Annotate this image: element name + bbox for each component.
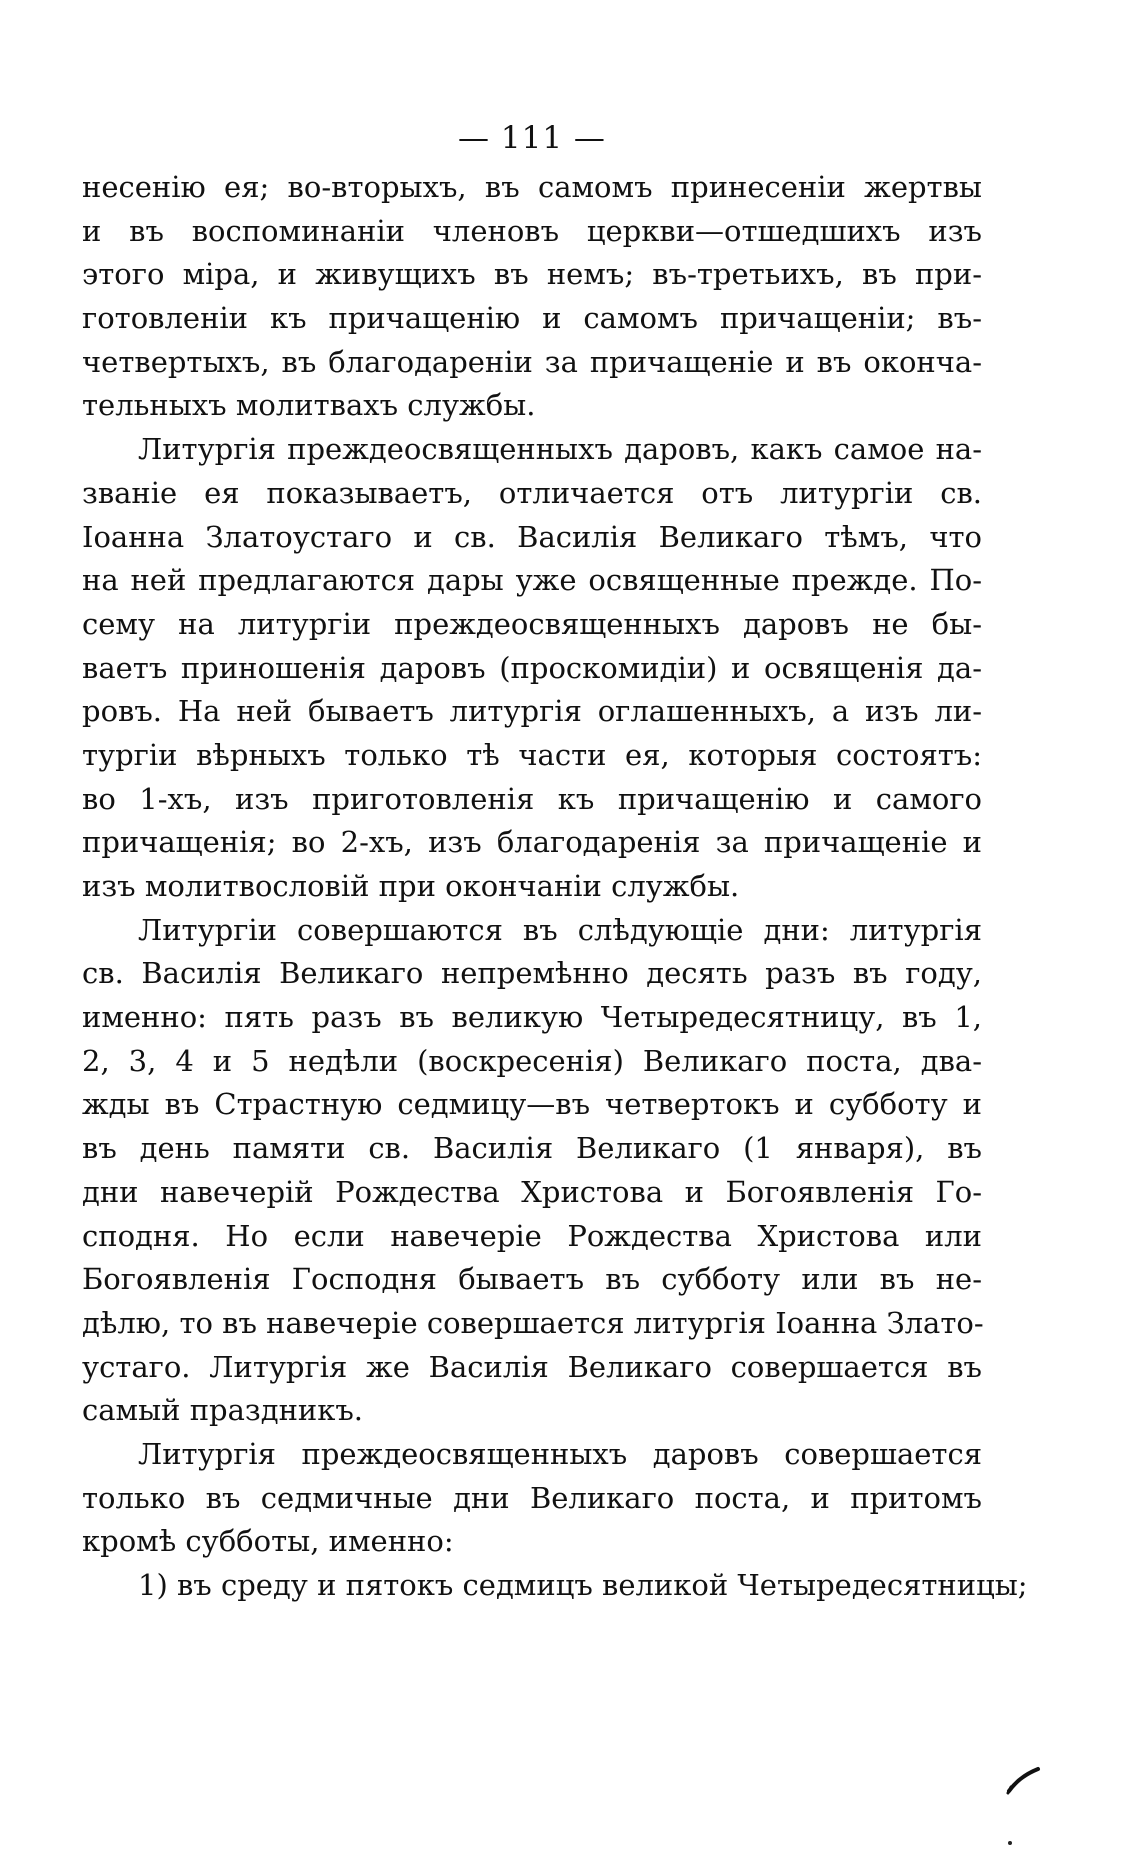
text-line: Іоанна Златоустаго и св. Василія Великаго тѣмъ, что (82, 519, 982, 554)
book-page (82, 118, 1028, 1608)
text-line: св. Василія Великаго непремѣнно десять разъ въ году, (82, 956, 982, 991)
text-line: кромѣ субботы, именно: (82, 1524, 454, 1559)
text-line: этого міра, и живущихъ въ немъ; въ-третьихъ, въ при- (82, 257, 982, 292)
paragraph (82, 909, 982, 1433)
text-line: самый праздникъ. (82, 1393, 364, 1428)
text-line: готовленіи къ причащенію и самомъ причащеніи; въ- (82, 301, 982, 336)
paragraph (82, 428, 982, 909)
text-line: именно: пять разъ въ великую Четыредесятницу, въ 1, (82, 1000, 982, 1035)
page-number: — 111 — (458, 120, 606, 156)
text-line: дни навечерій Рождества Христова и Богоявленія Го- (82, 1174, 982, 1209)
text-line: во 1-хъ, изъ приготовленія къ причащенію и самого (82, 781, 982, 816)
text-line: тельныхъ молитвахъ службы. (82, 388, 536, 423)
paragraph (82, 1564, 1028, 1608)
text-line: ваетъ приношенія даровъ (проскомидіи) и освященія да- (82, 650, 982, 685)
text-line: въ день памяти св. Василія Великаго (1 января), въ (82, 1131, 982, 1166)
speck-mark (1008, 1841, 1012, 1845)
text-line: изъ молитвословій при окончаніи службы. (82, 869, 740, 903)
text-line: сему на литургіи преждеосвященныхъ даровъ не бы- (82, 606, 982, 641)
text-line: Литургіи совершаются въ слѣдующіе дни: литургія (138, 912, 982, 947)
text-line: и въ воспоминаніи членовъ церкви—отшедшихъ изъ (82, 213, 982, 248)
text-line: причащенія; во 2-хъ, изъ благодаренія за причащеніе и (82, 825, 982, 860)
text-line: несенію ея; во-вторыхъ, въ самомъ принесеніи жертвы (82, 170, 982, 204)
text-line: 1) въ среду и пятокъ седмицъ великой Четыредесятницы; (138, 1568, 1028, 1602)
text-line: Литургія преждеосвященныхъ даровъ, какъ самое на- (138, 432, 982, 467)
text-line: жды въ Страстную седмицу—въ четвертокъ и субботу и (82, 1087, 982, 1122)
text-line: Литургія преждеосвященныхъ даровъ совершается (138, 1436, 982, 1471)
text-line: четвертыхъ, въ благодареніи за причащеніе и въ оконча- (82, 344, 982, 379)
text-line: тургіи вѣрныхъ только тѣ части ея, которыя состоятъ: (82, 737, 982, 772)
page-text-body (82, 166, 1028, 1608)
pen-stroke-mark (1005, 1765, 1041, 1795)
text-line: 2, 3, 4 и 5 недѣли (воскресенія) Великаго поста, два- (82, 1043, 982, 1078)
text-line: на ней предлагаются дары уже освященные прежде. По- (82, 563, 982, 598)
paragraph (82, 1433, 982, 1564)
text-line: устаго. Литургія же Василія Великаго совершается въ (82, 1349, 982, 1384)
text-line: Богоявленія Господня бываетъ въ субботу или въ не- (82, 1262, 982, 1297)
text-line: сподня. Но если навечеріе Рождества Христова или (82, 1218, 982, 1253)
text-line: только въ седмичные дни Великаго поста, и притомъ (82, 1480, 982, 1515)
paragraph (82, 166, 982, 428)
text-line: званіе ея показываетъ, отличается отъ литургіи св. (82, 475, 982, 510)
text-line: ровъ. На ней бываетъ литургія оглашенныхъ, а изъ ли- (82, 694, 982, 729)
text-line: дѣлю, то въ навечеріе совершается литургія Іоанна Злато- (82, 1305, 984, 1340)
